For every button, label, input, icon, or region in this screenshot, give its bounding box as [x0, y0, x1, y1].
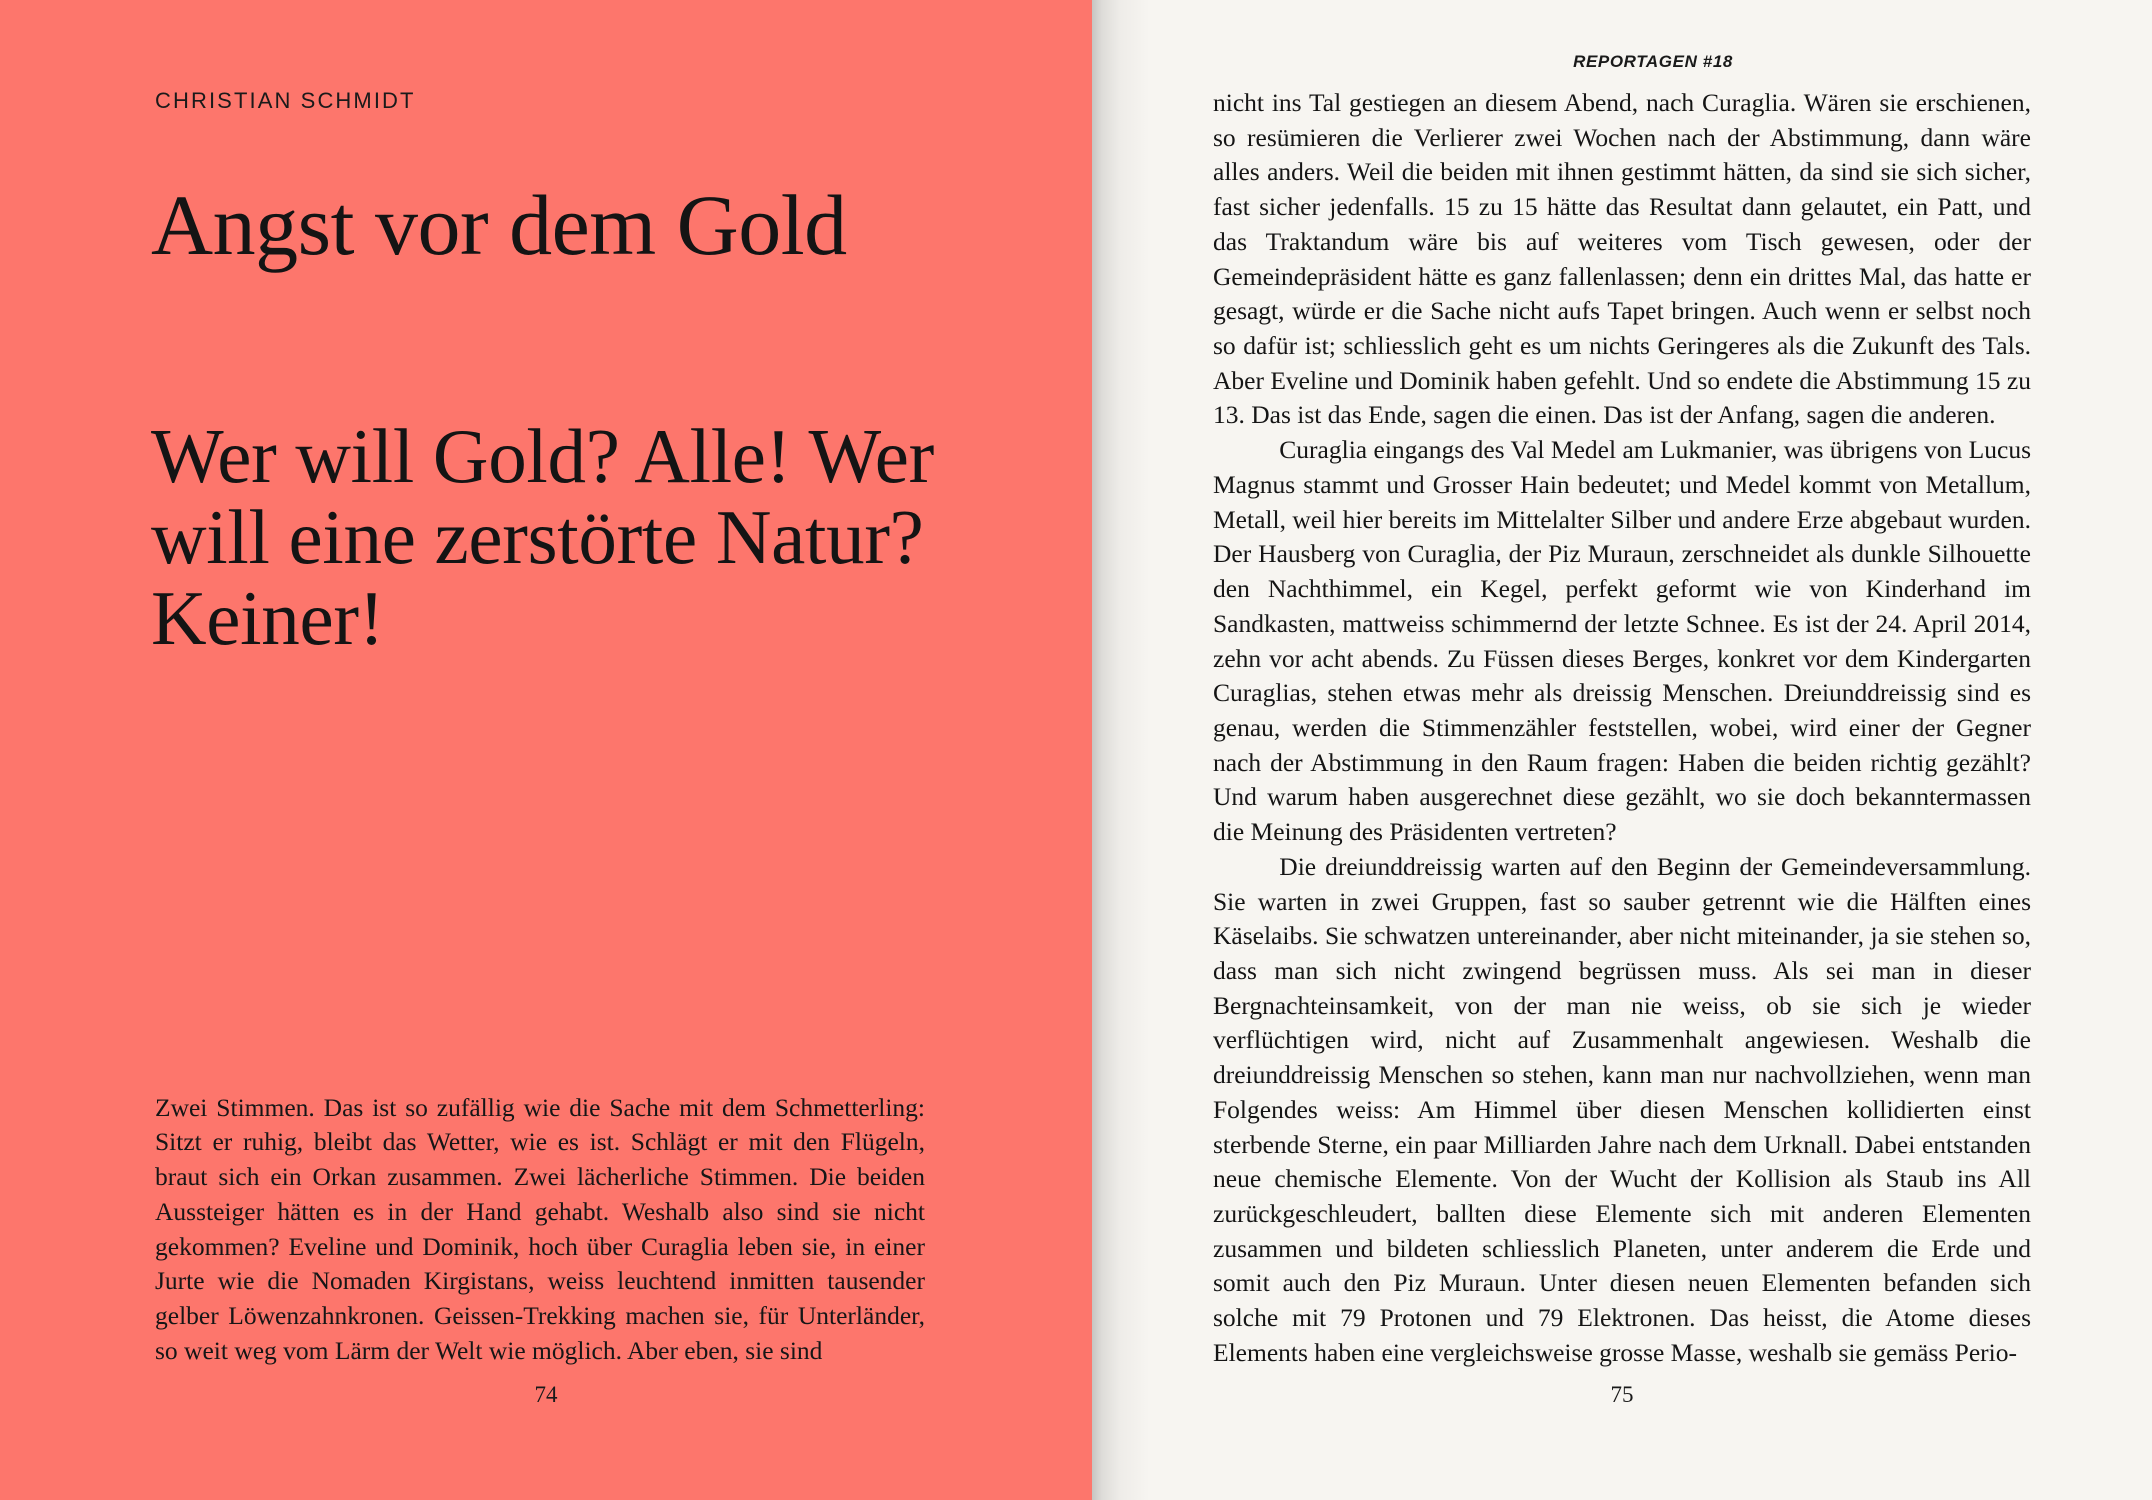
lead-paragraph: Zwei Stimmen. Das ist so zufällig wie die Sache mit dem Schmetterling: Sitzt er ruhig, bleibt das Wetter, wie es ist. Schlägt er mit den Flügeln, braut sich ein Orkan zusammen. Zwei lächerliche Stimmen. Die beiden Aussteiger hätten es in der Hand gehabt. Weshalb also sind sie nicht gekommen? Eveline und Dominik, hoch über Curaglia leben sie, in einer Jurte wie die Nomaden Kirgistans, weiss leuchtend inmitten tausender gelber Löwenzahnkronen. Geissen-Trekking machen sie, für Unterländer, so weit weg vom Lärm der Welt wie möglich. Aber eben, sie sind [155, 1092, 925, 1366]
left-page-content [151, 0, 945, 1500]
page-number-left: 74 [534, 1382, 558, 1407]
body-paragraph: Curaglia eingangs des Val Medel am Lukmanier, was übrigens von Lucus Magnus stammt und Grosser Hain bedeutet; und Medel kommt von Metallum, Metall, weil hier bereits im Mittelalter Silber und andere Erze abgebaut wurden. Der Hausberg von Curaglia, der Piz Muraun, zerschneidet als dunkle Silhouette den Nachthimmel, ein Kegel, perfekt geformt wie von Kinderhand im Sandkasten, mattweiss schimmernd der letzte Schnee. Es ist der 24. April 2014, zehn vor acht abends. Zu Füssen dieses Berges, konkret vor dem Kindergarten Curaglias, stehen etwas mehr als dreissig Menschen. Dreiunddreissig sind es genau, werden die Stimmenzähler feststellen, wobei, wird einer der Gegner nach der Abstimmung in den Raum fragen: Haben die beiden richtig gezählt? Und warum haben ausgerechnet diese gezählt, wo sie doch bekanntermassen die Meinung des Präsidenten vertreten? [1213, 435, 2031, 847]
page-number-right: 75 [1610, 1382, 1634, 1407]
right-page-content [1213, 0, 2093, 1500]
author-byline: CHRISTIAN SCHMIDT [155, 88, 416, 113]
article-subtitle: Wer will Gold? Alle! Wer will eine zerstörte Natur? Keiner! [151, 412, 934, 661]
right-page [1092, 0, 2152, 1500]
body-paragraph: Die dreiunddreissig warten auf den Beginn der Gemeindeversammlung. Sie warten in zwei Gruppen, fast so sauber getrennt wie die Hälften eines Käselaibs. Sie schwatzen untereinander, aber nicht miteinander, ja sie stehen so, dass man sich nicht zwingend begrüssen muss. Als sei man in dieser Bergnachteinsamkeit, von der man nie weiss, ob sie sich je wieder verflüchtigen wird, nicht auf Zusammenhalt angewiesen. Weshalb die dreiunddreissig Menschen so stehen, kann man nur nachvollziehen, wenn man Folgendes weiss: Am Himmel über diesen Menschen kollidierten einst sterbende Sterne, ein paar Milliarden Jahre nach dem Urknall. Dabei entstanden neue chemische Elemente. Von der Wucht der Kollision als Staub ins All zurückgeschleudert, ballten diese Elemente sich mit anderen Elementen zusammen und bildeten schliesslich Planeten, unter anderem die Erde und somit auch den Piz Muraun. Unter diesen neuen Elementen befanden sich solche mit 79 Protonen und 79 Elektronen. Das heisst, die Atome dieses Elements haben eine vergleichsweise grosse Masse, weshalb sie gemäss Perio- [1213, 851, 2031, 1367]
body-text-column [1213, 86, 2031, 1371]
running-head: REPORTAGEN #18 [1573, 52, 1733, 71]
body-paragraph: nicht ins Tal gestiegen an diesem Abend, nach Curaglia. Wären sie erschienen, so resümieren die Verlierer zwei Wochen nach der Abstimmung, dann wäre alles anders. Weil die beiden mit ihnen gestimmt hätten, da sind sie sich sicher, fast sicher jedenfalls. 15 zu 15 hätte das Resultat dann gelautet, ein Patt, und das Traktandum wäre bis auf weiteres vom Tisch gewesen, oder der Gemeindepräsident hätte es ganz fallenlassen; denn ein drittes Mal, das hatte er gesagt, würde er die Sache nicht aufs Tapet bringen. Auch wenn er selbst noch so dafür ist; schliesslich geht es um nichts Geringeres als die Zukunft des Tals. Aber Eveline und Dominik haben gefehlt. Und so endete die Abstimmung 15 zu 13. Das ist das Ende, sagen die einen. Das ist der Anfang, sagen die anderen. [1213, 88, 2031, 430]
article-title: Angst vor dem Gold [151, 176, 847, 273]
